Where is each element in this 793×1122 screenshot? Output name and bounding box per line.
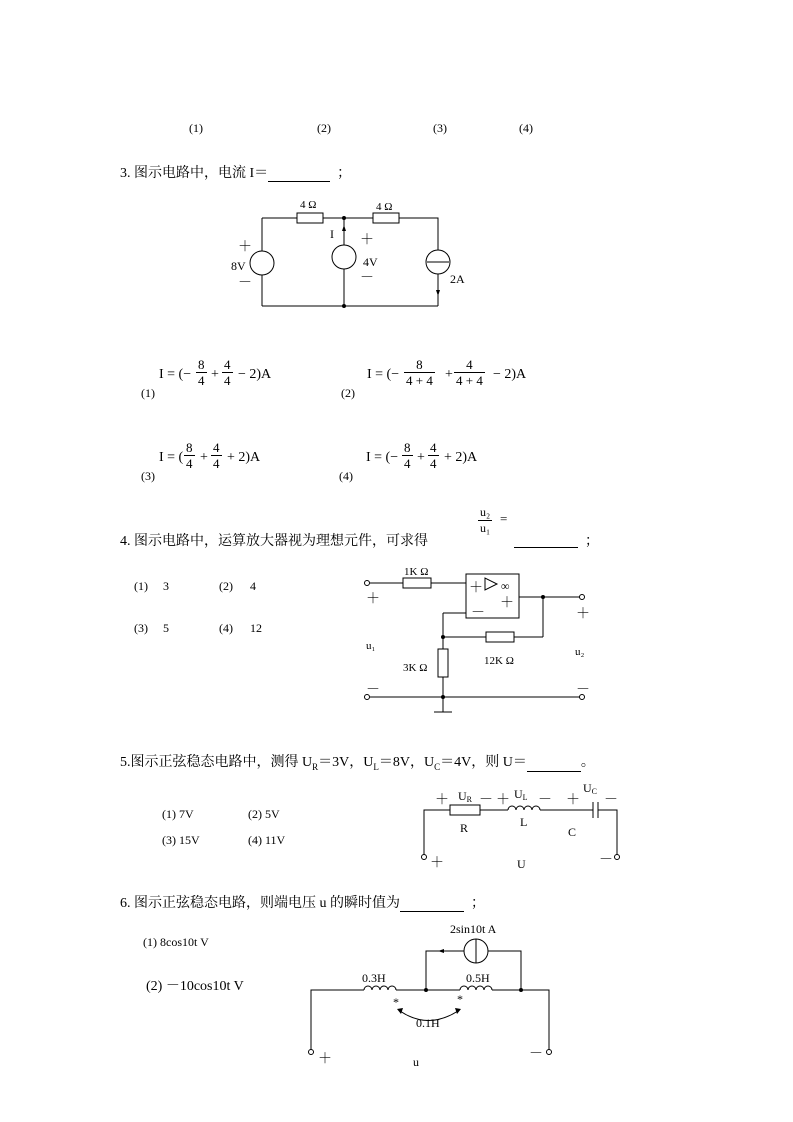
q3-src2-plus: ＋	[360, 233, 374, 248]
q5-option-4[interactable]: (4) 11V	[248, 833, 286, 847]
q3-circuit	[250, 213, 450, 306]
q4-resistor-1k	[403, 578, 431, 588]
q5-u-label: U	[517, 857, 526, 871]
q6-answer-blank	[400, 911, 464, 912]
q6-l2-label: 0.5H	[466, 971, 490, 985]
q3-source-8v	[250, 251, 274, 275]
q6-m-label: 0.1H	[416, 1016, 440, 1030]
q6-inductor-1	[364, 986, 396, 990]
q4-tail: ；	[585, 534, 599, 549]
top-option-4: (4)	[519, 121, 533, 135]
q4-resistor-3k	[438, 649, 448, 677]
q5-minus-3: －	[604, 793, 618, 808]
q3-question-text: 3. 图示电路中，电流 I＝	[120, 166, 269, 181]
q6-minus: －	[529, 1047, 543, 1062]
q4-question	[120, 530, 428, 550]
q5-plus-1: ＋	[435, 793, 449, 808]
top-option-1: (1)	[189, 121, 203, 135]
q3-source-4v	[332, 245, 356, 269]
q5-plus-4: ＋	[430, 856, 444, 871]
q3-source-arrow	[436, 290, 440, 296]
q5-inductor	[508, 806, 540, 810]
q4-in-minus: －	[366, 683, 380, 698]
q4-answer-blank	[514, 532, 578, 548]
q4-option-4-num: (4)	[219, 621, 233, 635]
q4-option-4-val[interactable]: 12	[250, 621, 262, 635]
q3-r-left-label: 4 Ω	[300, 199, 317, 211]
q4-r-g-label: 3K Ω	[403, 662, 428, 674]
q6-option-1[interactable]: (1) 8cos10t V	[143, 935, 209, 949]
q3-current-arrow	[342, 225, 346, 231]
q5-option-2[interactable]: (2) 5V	[248, 807, 280, 821]
top-option-3: (3)	[433, 121, 447, 135]
q5-plus-2: ＋	[496, 793, 510, 808]
q3-src1-plus: ＋	[238, 240, 252, 255]
q6-src-arrow	[438, 949, 444, 953]
q4-in-plus: ＋	[366, 592, 380, 607]
q4-question-text: 4. 图示电路中，运算放大器视为理想元件，可求得	[120, 534, 428, 549]
q4-amp-minus-in: －	[471, 606, 485, 621]
q6-src-label: 2sin10t A	[450, 922, 497, 936]
q6-tail: ；	[471, 896, 485, 911]
q4-amp-inf: ∞	[501, 579, 510, 593]
q5-option-1[interactable]: (1) 7V	[162, 807, 194, 821]
q5-question: 5.图示正弦稳态电路中，测得 $U_R=3V$，$U_L=8V$，$U_C=4V$，则 U＝ 。	[120, 755, 595, 772]
q6-l1-label: 0.3H	[362, 971, 386, 985]
q4-in-label: u₁	[366, 640, 376, 652]
q3-tail: ；	[337, 166, 352, 181]
q3-src1-label: 8V	[231, 259, 246, 273]
q4-option-1-val[interactable]: 3	[163, 579, 169, 593]
q4-option-2-val[interactable]: 4	[250, 579, 256, 593]
q4-resistor-12k	[486, 632, 514, 642]
q6-star-2: *	[457, 992, 463, 1006]
q3-src2-label: 4V	[363, 255, 378, 269]
q3-i-label: I	[330, 227, 334, 241]
q3-src1-minus: －	[238, 276, 252, 291]
q4-out-plus: ＋	[576, 607, 590, 622]
q6-star-1: *	[393, 995, 399, 1009]
q5-minus-4: －	[599, 853, 613, 868]
q3-src3-label: 2A	[450, 272, 465, 286]
q5-r-label: R	[460, 821, 469, 835]
q5-c-label: C	[568, 825, 577, 839]
q6-u-label: u	[413, 1055, 419, 1069]
q4-amp-plus-in: ＋	[469, 581, 483, 596]
q6-option-2[interactable]: (2) －10cos10t V	[146, 979, 244, 994]
q6-plus: ＋	[318, 1052, 332, 1067]
q6-question	[120, 892, 485, 912]
q5-minus-2: －	[538, 793, 552, 808]
q4-option-2-num: (2)	[219, 579, 233, 593]
q6-inductor-2	[460, 986, 492, 990]
q5-ur: UR	[458, 789, 473, 804]
q3-r-right-label: 4 Ω	[376, 201, 393, 213]
q5-answer-blank	[527, 771, 581, 772]
q5-option-3[interactable]: (3) 15V	[162, 833, 200, 847]
q5-uc: UC	[583, 781, 598, 796]
q5-l-label: L	[520, 815, 528, 829]
q4-amp-out-plus: ＋	[500, 596, 514, 611]
q5-resistor	[450, 805, 480, 815]
q4-r-in-label: 1K Ω	[404, 566, 429, 578]
q5-ul: UL	[514, 787, 528, 802]
q6-question-text: 6. 图示正弦稳态电路，则端电压 u 的瞬时值为	[120, 896, 400, 911]
top-option-2: (2)	[317, 121, 331, 135]
q3-src2-minus: －	[360, 271, 374, 286]
q4-opamp-triangle	[485, 578, 497, 590]
q4-ratio: $\frac{\text{u₂}}{\text{u₁}}$	[480, 505, 491, 535]
q3-resistor-left	[297, 213, 323, 223]
q4-option-3-num: (3)	[134, 621, 148, 635]
q6-circuit	[311, 939, 549, 1050]
q5-minus-1: －	[479, 793, 493, 808]
q5-plus-3: ＋	[566, 793, 580, 808]
q4-out-label: u₂	[575, 646, 585, 658]
q4-ratio-eq: =	[500, 511, 508, 526]
q3-resistor-right	[373, 213, 399, 223]
q4-out-minus: －	[576, 683, 590, 698]
q4-r-f-label: 12K Ω	[484, 655, 514, 667]
q4-option-3-val[interactable]: 5	[163, 621, 169, 635]
q4-option-1-num: (1)	[134, 579, 148, 593]
